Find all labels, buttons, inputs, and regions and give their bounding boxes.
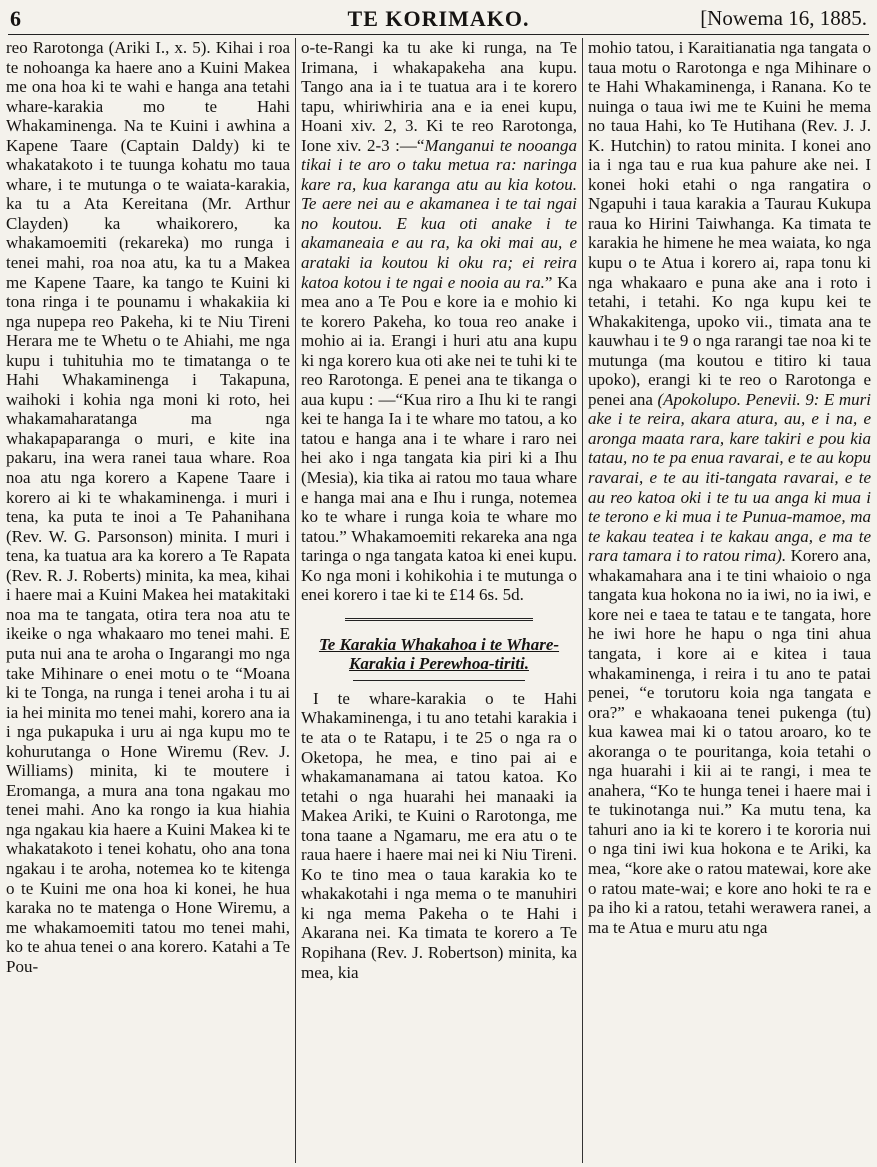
page-header	[8, 4, 869, 35]
section-separator	[345, 618, 533, 621]
closing-text: ” Ka mea ano a Te Pou e kore ia e mohio ki te korero Pakeha, ko toua reo anake i mohio ai ia. Erangi i huri atu ana kupu ki nga korero kua oti ake nei te tuhi ki te reo Rarotonga. E penei ana te tikanga o aua kupu : —“Kua riro a Ihu ki te rangi kei te hanga Ia i te whare mo tatou, a ko tatou e hanga ana i te whare i raro nei hei ako i nga tangata kia piri ki a Ihu (Mesia), kia tika ai ratou mo taua whare e hanga mai ana e Ihu i runga, notemea ko te whare i runga koia te whare mo tatou.” Whakamoemiti rekareka ana nga taringa o nga tangata katoa ki enei kupu. Ko nga moni i kohikohia i te mutunga o enei korero i tae ki te £14 6s. 5d.	[301, 272, 577, 605]
revelation-verse: (Apokolupo. Penevii. 9: E muri ake i te reira, akara atura, au, e i na, e aronga maata rara, kare takiri e pou kia tatau, no te pa enua ravarai, e te au kopu ravarai, e te au iti-tangata ravarai, e te au reo katoa oki i te tu ua anga ki mua i te terono e ki mua i te Punua-mamoe, ma te kakau teatea i te kakau anga, e ma te rara tamara i to ratou rima).	[588, 389, 871, 566]
heading-underline	[353, 680, 525, 681]
rarotongan-scripture: Manganui te nooanga tikai i te aro o taku metua ra: naringa kare ra, kua karanga atu au kia kotou. Te aere nei au e akamanea i te tai ngai no koutou. E kua oti anake i te akamaneaia e au ra, ka oki mai au, e arataki ia koutou ki oku ra; ei reira katoa kotou i te ngai e nooia au ra.	[301, 135, 577, 292]
article-text-continued	[301, 38, 577, 605]
issue-date: [Nowema 16, 1885.	[700, 6, 867, 30]
section-text: I te whare-karakia o te Hahi Whakaminenga, i tu ano tetahi karakia i te ata o te Ratapu, i te 25 o nga ra o Oketopa, he mea, e tino pai ai e whakamanamana ai tatou katoa. Ko tetahi o nga huarahi hei manaaki ia Makea Ariki, te Kuini o Rarotonga, me tona taane a Ngamaru, me era atu o te raua haere i haere mai nei ki Niu Tireni. Ko te tino mea o taua karakia ko te whakakotahi i nga mema o te manuhiri ki nga mema Pakeha o te Hahi i Akarana nei. Ka timata te korero a Te Ropihana (Rev. J. Robertson) minita, ka mea, kia	[301, 688, 577, 982]
column-3	[588, 38, 871, 1163]
article-text-column3	[588, 38, 871, 937]
column-2	[301, 38, 577, 1163]
column-divider-1	[295, 38, 296, 1163]
column-divider-2	[582, 38, 583, 1163]
newspaper-title: TE KORIMAKO.	[347, 6, 530, 31]
article-text: reo Rarotonga (Ariki I., x. 5). Kihai i roa te nohoanga ka haere ano a Kuini Makea me ona hoa ki te wahi e hanga ana tetahi whare-karakia mo te Hahi Whakaminenga. Na te Kuini i awhina a Kapene Taare (Captain Daldy) ki te whakatakoto i te tuunga kohatu mo taua whare, i te mutunga o te waiata-karakia, ka tu a Ata Kereitana (Mr. Arthur Clayden) ka whaikorero, ka whakamoemiti (rekareka) mo runga i tenei mahi, roa noa atu, ka tu a Makea me Kapene Taare, ka tango te Kuini ki tona ringa i te pounamu i whakakiia ki nga nupepa reo Pakeha, ki te Niu Tireni Herara me te Whetu o te Ahiahi, me nga kupu i tuhituhia mo te timatanga o te Hahi Whakaminenga i Takapuna, waihoki i kohia nga moni ki roto, hei whakamaharatanga ma nga whakapaparanga o muri, e kite ina pakaru, ina wera ranei taua whare. Roa noa atu nga korero a Kapene Taare i korero ai ki te whakaminenga. i muri i tena, ka puta te inoi a Te Pahanihana (Rev. W. G. Parsonson) minita. I muri i tena, ka tuatua ara ka korero a Te Rapata (Rev. R. J. Roberts) minita, ka mea, kihai i haere mai a Kuini Makea hei matakitaki noa ma te tangata, otira tera noa atu te ikeike o nga whakaaro mo tenei mahi. E puta nui ana te aroha o Ingarangi mo nga take Mihinare o enei motu o te “Moana ki te Tonga, na runga i tenei aroha i tu ai ia hei minita mo tenei mahi, korero ana ia i nga pukapuka i uru ai nga kupu mo te kohurutanga o Hone Wiremu (Rev. J. Williams) minita, ki te moutere i Eromanga, a mura ana tona ngakau mo tenei mahi. Ano ka rongo ia kua hiahia nga ngakau kia haere a Kuini Makea ki te whakatakoto i tenei kohatu, oho ana tona ngakau i te aroha, notemea ko te kitenga o te Kuini me ona hoa ki konei, he hua karaka no te matenga o Hone Wiremu, a me whakamoemiti tatou mo tenei mahi, ko te ahua tenei o ana korero. Katahi a Te Pou-	[6, 38, 290, 976]
column-1	[6, 38, 290, 1163]
page-number: 6	[10, 6, 21, 31]
service-text: mohio tatou, i Karaitianatia nga tangata o taua motu o Rarotonga e nga Mihinare o te Hahi Whakaminenga, i Ranana. Ko te nuinga o taua iwi me te Kuini he mema no taua Hahi, ko Te Hutihana (Rev. J. J. K. Hutchin) to ratou minita. I konei ano ia i nga tau e rua kua pahure ake nei. I konei hoki etahi o nga rangatira o Ngapuhi i taua karakia a Taurau Kukupa raua ko Hirini Taiwhanga. Ka timata te karakia he himene he mea waiata, ko nga kupu o te Atua i korero ai, rapa tonu ki nga whakaaro e puna ake ana i roto i tetahi, i tetahi. Ko nga kupu kei te Whakakitenga, upoko vii., timata ana te kauwhau i te 9 o nga rarangi tae noa ki te mutunga (ma koutou e titiro ki taua upoko), erangi ki te reo o Rarotonga e penei ana	[588, 38, 871, 409]
intro-text: o-te-Rangi ka tu ake ki runga, na Te Irimana, i whakapakeha ana kupu. Tango ana ia i te tuatua ara i te korero tapu, whiriwhiria ana e ia enei kupu, Hoani xiv. 2, 3. Ki te reo Rarotonga, Ione xiv. 2-3 :—“	[301, 38, 577, 155]
sermon-text: Korero ana, whakamahara ana i te tini whaioio o nga tangata kua hokona no ia iwi, no ia iwi, e kore nei e taea te tatau e te tangata, hore he iwi hore he hapu o nga tini ahua tangata, i kore ai e kitea i taua whakaminenga, i reira i tu ano te patai penei, “e torutoru koia nga tangata e ora?” e whakaoana tenei pukenga (tu) kua kawea mai ki o tatou aroaro, ko te akoranga o te pouritanga, koia tetahi o nga huarahi i kii ai te rangi, i mea te anahera, “Ko te hunga tenei i haere mai i te tukinotanga nui.” Ka mutu tena, ka tahuri ano ia ki te korero i te kororia nui o nga tini iwi kua hokona e te Ariki, ka mea, “kore ake o ratou matewai, kore ake o ratou mate-wai; e kore ano hoki te ra e pa iho ki a ratou, tetahi werawera ranei, a ma te Atua e muru atu nga	[588, 546, 871, 937]
section-heading: Te Karakia Whakahoa i te Whare-Karakia i Perewhoa-tiriti.	[318, 634, 560, 674]
